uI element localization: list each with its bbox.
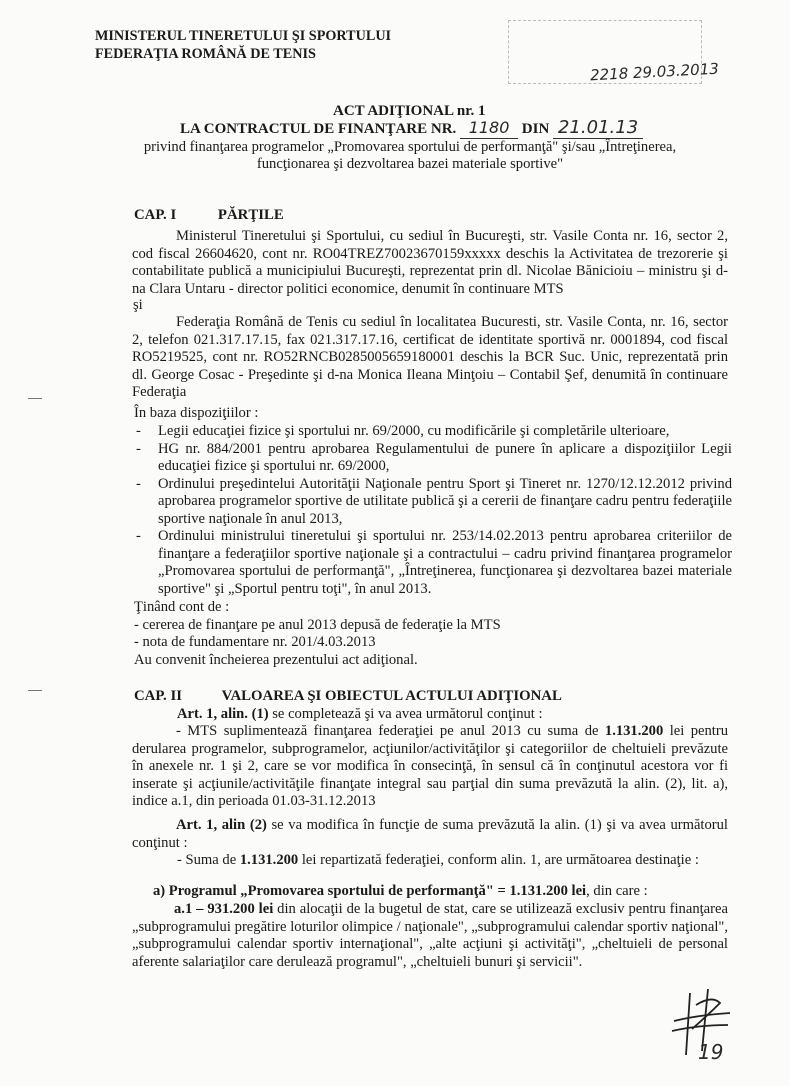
scan-mark: [28, 690, 42, 691]
party1-paragraph: Ministerul Tineretului şi Sportului, cu sediul în Bucureşti, str. Vasile Conta nr. 16, sector 2, cod fiscal 26604620, cont nr. RO04TREZ70023670159xxxxx deschis la Activitatea de trezorerie şi contabilitate publică a municipiului Bucureşti, reprezentat prin dl. Nicolae Bănicioiu – ministru şi d-na Clara Untaru - director politici economice, denumit în continuare MTS: [132, 228, 728, 297]
ministry-name: MINISTERUL TINERETULUI ŞI SPORTULUI: [95, 28, 392, 44]
art1-text: se completează şi va avea următorul conţinut :: [268, 706, 543, 722]
art2-paragraph: Art. 1, alin (2) se va modifica în funcţie de suma prevăzută la alin. (1) şi va avea următorul conţinut :: [132, 817, 728, 851]
contract-number-field: [460, 118, 518, 139]
basis-list: [132, 423, 732, 598]
art1-amount: 1.131.200: [604, 723, 664, 739]
a1-paragraph: a.1 – 931.200 lei din alocaţii de la bugetul de stat, care se utilizează exclusiv pentru finanţarea „subprogramului pregătire loturilor olimpice / naţionale", „subprogramului calendar sportiv naţional", „subprogramului calendar sportiv internaţional", „alte acţiuni şi activităţi", „cheltuieli de personal aferente salariaţilor care derulează programul", „cheltuieli bunuri şi servicii".: [132, 901, 728, 970]
registration-number-handwritten: 2218 29.03.2013: [589, 59, 720, 85]
cap2-heading: CAP. II: [134, 688, 182, 704]
art2-label: Art. 1, alin (2): [176, 817, 267, 833]
list-item: - Ordinului ministrului tineretului şi sportului nr. 253/14.02.2013 pentru aprobarea criteriilor de finanţare a federaţiilor sportive naţionale şi a contractului – cadru privind finanţarea programelor „Promovarea sportului de performanţă", „Întreţinerea, funcţionarea şi dezvoltarea bazei materiale sportive" şi „Sportul pentru toţi", în anul 2013.: [136, 528, 732, 597]
list-item: - Legii educaţiei fizice şi sportului nr. 69/2000, cu modificările şi completările ulterioare,: [136, 423, 670, 439]
agreement-statement: Au convenit încheierea prezentului act adiţional.: [134, 651, 418, 668]
list-item: - cererea de finanţare pe anul 2013 depusă de federaţie la MTS: [134, 616, 501, 633]
contract-number-handwritten: 1180: [468, 118, 510, 137]
federation-name: FEDERAŢIA ROMÂNĂ DE TENIS: [95, 46, 316, 62]
cap1-heading: CAP. I: [134, 207, 177, 223]
act-subtitle: privind finanţarea programelor „Promovarea sportului de performanţă" şi/sau „Întreţinerea, funcţionarea şi dezvoltarea bazei materiale sportive": [143, 139, 677, 172]
and-connector: şi: [133, 297, 143, 313]
contract-date-handwritten: 21.01.13: [557, 117, 639, 138]
cap1-heading-title: PĂRŢILE: [217, 207, 284, 223]
contract-din-label: DIN: [521, 121, 550, 137]
list-item: - HG nr. 884/2001 pentru aprobarea Regulamentului de punere în aplicare a dispoziţiilor Legii educaţiei fizice şi sportului nr. 69/2000,: [136, 440, 732, 474]
considering-intro: Ţinând cont de :: [134, 599, 230, 615]
page-number-handwritten: 19: [698, 1040, 724, 1064]
cap2-heading-title: VALOAREA ŞI OBIECTUL ACTULUI ADIŢIONAL: [221, 688, 562, 704]
scan-mark: [28, 398, 42, 399]
art1-paragraph: - MTS suplimentează finanţarea federaţiei pe anul 2013 cu suma de 1.131.200 lei pentru derularea programelor, subprogramelor, acţiunilor/activităţilor şi categoriilor de cheltuieli prevăzute în anexele nr. 1 şi 2, care se vor modifica în consecinţă, în sensul că în conţinutul acestora vor fi inserate şi acţiunile/activităţile finanţate integral sau parţial din suma prevăzută la alin. (2), lit. a), indice a.1, din perioada 01.03-31.12.2013: [132, 723, 728, 809]
basis-intro: În baza dispoziţiilor :: [134, 405, 259, 421]
act-title: ACT ADIŢIONAL nr. 1: [333, 103, 486, 119]
a1-amount: a.1 – 931.200 lei: [174, 901, 274, 917]
list-item: - nota de fundamentare nr. 201/4.03.2013: [134, 634, 376, 650]
contract-date-field: [553, 117, 643, 139]
list-item: - Ordinului preşedintelui Autorităţii Naţionale pentru Sport şi Tineret nr. 1270/12.12.2012 privind aprobarea programelor sportive de utilitate publică şi a cererii de finanţare cadru pentru federaţiile sportive naţionale în anul 2013,: [136, 475, 732, 527]
program-a-line: a) Programul „Promovarea sportului de performanţă" = 1.131.200 lei, din care :: [153, 883, 648, 899]
party2-paragraph: Federaţia Română de Tenis cu sediul în localitatea Bucuresti, str. Vasile Conta, nr. 16, sector 2, telefon 021.317.17.15, fax 021.317.17.16, certificat de identitate sportivă nr. 0001894, cod fiscal RO5219525, cont nr. RO52RNCB0285005659180001 deschis la BCR Suc. Unic, reprezentată prin dl. George Cosac - Preşedinte şi d-na Monica Ileana Minţoiu – Contabil Şef, denumită în continuare Federaţia: [132, 314, 728, 400]
contract-title-prefix: LA CONTRACTUL DE FINANŢARE NR.: [180, 121, 457, 137]
art2-amount: 1.131.200: [239, 852, 299, 868]
art2-amount-line: - Suma de 1.131.200 lei repartizată federaţiei, conform alin. 1, are următoarea destinaţie :: [177, 852, 699, 868]
art1-label: Art. 1, alin. (1): [177, 706, 269, 722]
